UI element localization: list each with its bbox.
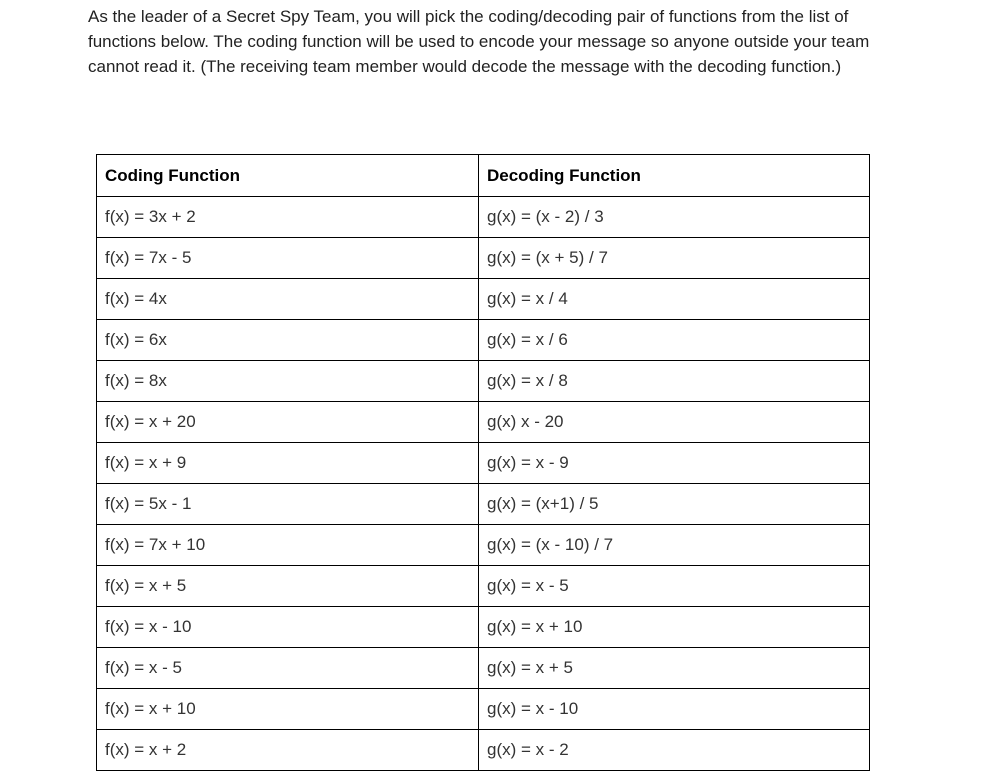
table-row	[97, 689, 870, 730]
decoding-function-cell: g(x) = x / 6	[479, 320, 870, 361]
decoding-function-header: Decoding Function	[479, 155, 870, 197]
table-row	[97, 484, 870, 525]
decoding-function-cell: g(x) = x / 8	[479, 361, 870, 402]
coding-function-cell: f(x) = x + 2	[97, 730, 479, 771]
decoding-function-cell: g(x) = x + 10	[479, 607, 870, 648]
decoding-function-cell: g(x) = x / 4	[479, 279, 870, 320]
table-row	[97, 238, 870, 279]
table-row	[97, 607, 870, 648]
coding-function-cell: f(x) = x + 20	[97, 402, 479, 443]
decoding-function-cell: g(x) = x - 9	[479, 443, 870, 484]
coding-function-cell: f(x) = 5x - 1	[97, 484, 479, 525]
table-row	[97, 197, 870, 238]
table-row	[97, 566, 870, 607]
table-row	[97, 525, 870, 566]
decoding-function-cell: g(x) = (x - 2) / 3	[479, 197, 870, 238]
decoding-function-cell: g(x) = (x+1) / 5	[479, 484, 870, 525]
coding-function-header: Coding Function	[97, 155, 479, 197]
table-row	[97, 648, 870, 689]
decoding-function-cell: g(x) = x - 2	[479, 730, 870, 771]
table-row	[97, 730, 870, 771]
table-row	[97, 402, 870, 443]
table-row	[97, 279, 870, 320]
coding-function-cell: f(x) = 7x - 5	[97, 238, 479, 279]
coding-function-cell: f(x) = 4x	[97, 279, 479, 320]
intro-paragraph: As the leader of a Secret Spy Team, you will pick the coding/decoding pair of functions from the list of functions below. The coding function will be used to encode your message so anyone outside your team cannot read it. (The receiving team member would decode the message with the decoding function.)	[88, 7, 870, 76]
functions-table	[96, 154, 870, 771]
table-header-row	[97, 155, 870, 197]
coding-function-cell: f(x) = 6x	[97, 320, 479, 361]
table-row	[97, 320, 870, 361]
coding-function-cell: f(x) = 8x	[97, 361, 479, 402]
decoding-function-cell: g(x) = x - 5	[479, 566, 870, 607]
decoding-function-cell: g(x) x - 20	[479, 402, 870, 443]
coding-function-cell: f(x) = x + 9	[97, 443, 479, 484]
coding-function-cell: f(x) = 3x + 2	[97, 197, 479, 238]
decoding-function-cell: g(x) = x - 10	[479, 689, 870, 730]
coding-function-cell: f(x) = x - 10	[97, 607, 479, 648]
coding-function-cell: f(x) = x + 5	[97, 566, 479, 607]
decoding-function-cell: g(x) = (x - 10) / 7	[479, 525, 870, 566]
coding-function-cell: f(x) = x - 5	[97, 648, 479, 689]
decoding-function-cell: g(x) = x + 5	[479, 648, 870, 689]
decoding-function-cell: g(x) = (x + 5) / 7	[479, 238, 870, 279]
coding-function-cell: f(x) = 7x + 10	[97, 525, 479, 566]
table-row	[97, 443, 870, 484]
table-row	[97, 361, 870, 402]
coding-function-cell: f(x) = x + 10	[97, 689, 479, 730]
